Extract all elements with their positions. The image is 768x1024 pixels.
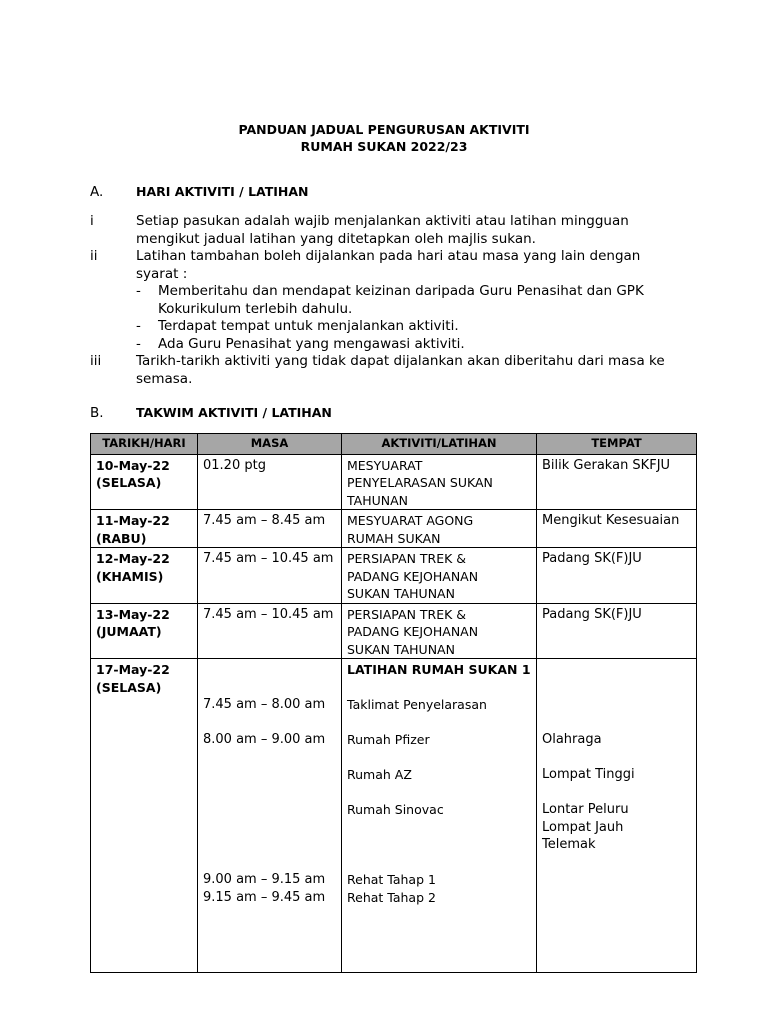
section-b-title: TAKWIM AKTIVITI / LATIHAN — [136, 405, 332, 420]
list-item: ii Latihan tambahan boleh dijalankan pada hari atau masa yang lain dengan syarat : - Memberitahu dan mendapat keizinan daripada Guru Penasihat dan GPK Kokurikulum terlebih dahulu. - Terdapat tempat untuk menjalankan aktiviti. - Ada Guru Penasihat yang mengawasi aktiviti. — [90, 248, 690, 353]
section-a-number: A. — [90, 184, 104, 200]
section-a-title: HARI AKTIVITI / LATIHAN — [136, 184, 309, 199]
date-cell: 10-May-22 (SELASA) — [91, 454, 198, 510]
activity-cell: MESYUARAT PENYELARASAN SUKAN TAHUNAN — [342, 454, 537, 510]
sub-item: - Ada Guru Penasihat yang mengawasi aktiviti. — [136, 335, 465, 352]
title-line-2: RUMAH SUKAN 2022/23 — [300, 139, 468, 154]
activity-cell: PERSIAPAN TREK & PADANG KEJOHANAN SUKAN TAHUNAN — [342, 548, 537, 604]
table-header-row — [91, 434, 697, 455]
table-row — [91, 510, 697, 548]
list-item: i Setiap pasukan adalah wajib menjalankan aktiviti atau latihan mingguan mengikut jadual latihan yang ditetapkan oleh majlis sukan. — [90, 213, 629, 247]
time-cell: 7.45 am – 10.45 am — [198, 603, 342, 659]
time-cell: 01.20 ptg — [198, 454, 342, 510]
schedule-table — [90, 433, 697, 973]
date-cell: 13-May-22 (JUMAAT) — [91, 603, 198, 659]
activity-cell: PERSIAPAN TREK & PADANG KEJOHANAN SUKAN TAHUNAN — [342, 603, 537, 659]
column-header: MASA — [198, 434, 342, 455]
place-cell: Mengikut Kesesuaian — [537, 510, 697, 548]
place-cell: Olahraga Lompat Tinggi Lontar Peluru Lompat Jauh Telemak — [537, 659, 697, 973]
document-title — [0, 121, 768, 155]
training-heading: LATIHAN RUMAH SUKAN 1 — [347, 662, 531, 677]
section-a-items — [90, 213, 690, 388]
column-header: TEMPAT — [537, 434, 697, 455]
table-row — [91, 659, 697, 973]
place-cell: Bilik Gerakan SKFJU — [537, 454, 697, 510]
date-cell: 11-May-22 (RABU) — [91, 510, 198, 548]
activity-cell: MESYUARAT AGONG RUMAH SUKAN — [342, 510, 537, 548]
time-cell: 7.45 am – 10.45 am — [198, 548, 342, 604]
date-cell: 12-May-22 (KHAMIS) — [91, 548, 198, 604]
sub-item: - Terdapat tempat untuk menjalankan aktiviti. — [136, 318, 459, 334]
list-item: iii Tarikh-tarikh aktiviti yang tidak dapat dijalankan akan diberitahu dari masa ke semasa. — [90, 353, 665, 387]
activity-cell: LATIHAN RUMAH SUKAN 1 Taklimat Penyelarasan Rumah Pfizer Rumah AZ Rumah Sinovac Rehat Tahap 1 Rehat Tahap 2 — [342, 659, 537, 973]
time-cell: 7.45 am – 8.45 am — [198, 510, 342, 548]
column-header: AKTIVITI/LATIHAN — [342, 434, 537, 455]
place-cell: Padang SK(F)JU — [537, 548, 697, 604]
date-cell: 17-May-22 (SELASA) — [91, 659, 198, 973]
place-cell: Padang SK(F)JU — [537, 603, 697, 659]
table-row — [91, 548, 697, 604]
title-line-1: PANDUAN JADUAL PENGURUSAN AKTIVITI — [238, 122, 530, 137]
sub-item: - Memberitahu dan mendapat keizinan daripada Guru Penasihat dan GPK Kokurikulum terlebih dahulu. — [136, 283, 644, 317]
time-cell: 7.45 am – 8.00 am 8.00 am – 9.00 am 9.00 am – 9.15 am 9.15 am – 9.45 am — [198, 659, 342, 973]
table-row — [91, 454, 697, 510]
table-row — [91, 603, 697, 659]
column-header: TARIKH/HARI — [91, 434, 198, 455]
section-b-number: B. — [90, 405, 104, 421]
